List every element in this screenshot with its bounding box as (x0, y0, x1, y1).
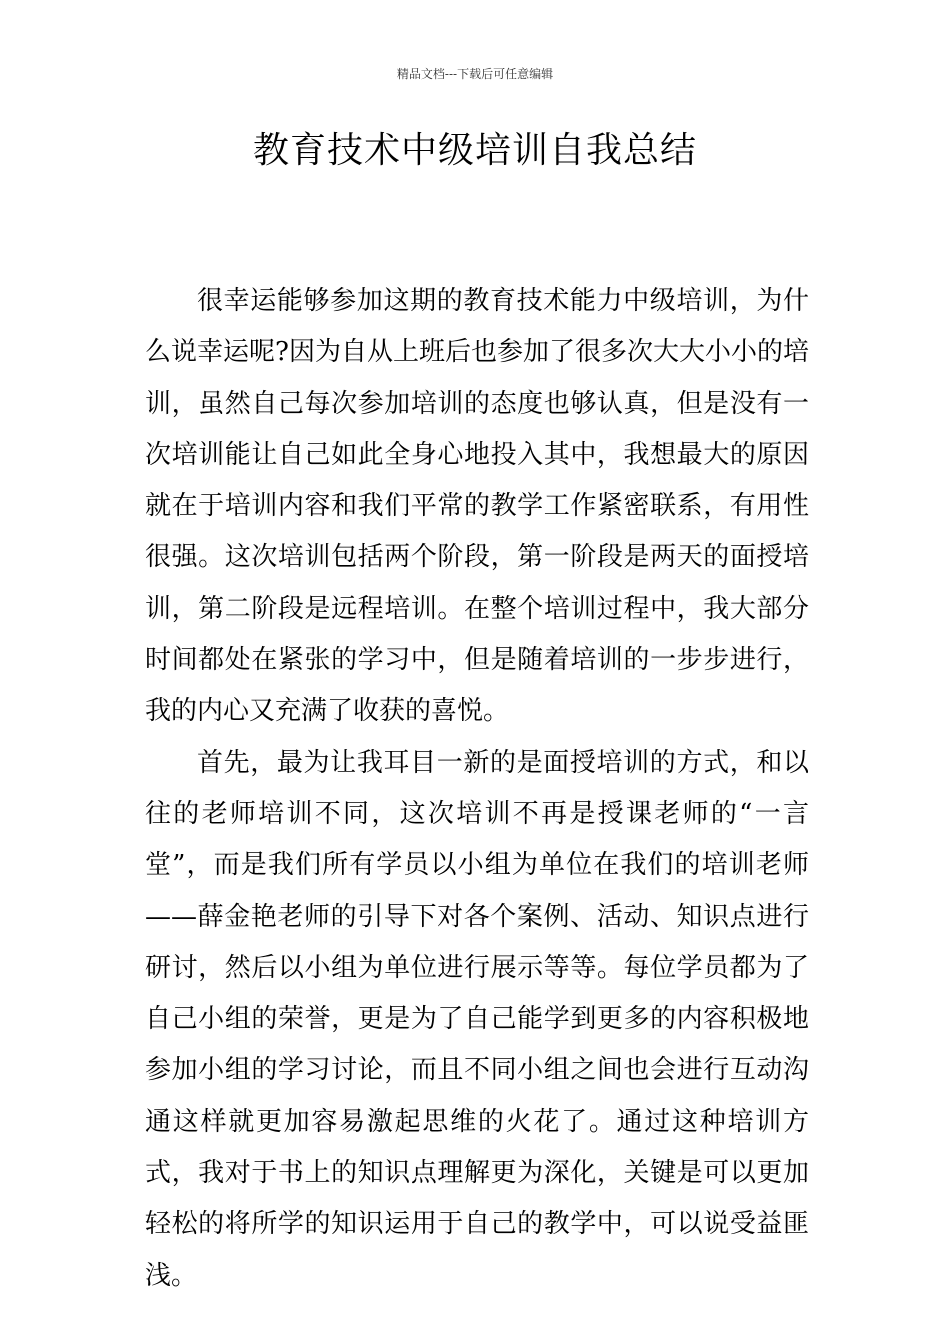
document-title: 教育技术中级培训自我总结 (252, 130, 697, 171)
document-body (145, 276, 809, 1302)
header-note: 精品文档---下载后可任意编辑 (396, 67, 554, 81)
paragraph-2: 首先，最为让我耳目一新的是面授培训的方式，和以往的老师培训不同，这次培训不再是授课老师的“一言堂”，而是我们所有学员以小组为单位在我们的培训老师——薛金艳老师的引导下对各个案例、活动、知识点进行研讨，然后以小组为单位进行展示等等。每位学员都为了自己小组的荣誉，更是为了自己能学到更多的内容积极地参加小组的学习讨论，而且不同小组之间也会进行互动沟通这样就更加容易激起思维的火花了。通过这种培训方式，我对于书上的知识点理解更为深化，关键是可以更加轻松的将所学的知识运用于自己的教学中，可以说受益匪浅。 (145, 747, 809, 1291)
paragraph-1: 很幸运能够参加这期的教育技术能力中级培训，为什么说幸运呢?因为自从上班后也参加了很多次大大小小的培训，虽然自己每次参加培训的态度也够认真，但是没有一次培训能让自己如此全身心地投入其中，我想最大的原因就在于培训内容和我们平常的教学工作紧密联系，有用性很强。这次培训包括两个阶段，第一阶段是两天的面授培训，第二阶段是远程培训。在整个培训过程中，我大部分时间都处在紧张的学习中，但是随着培训的一步步进行，我的内心又充满了收获的喜悦。 (145, 286, 809, 727)
